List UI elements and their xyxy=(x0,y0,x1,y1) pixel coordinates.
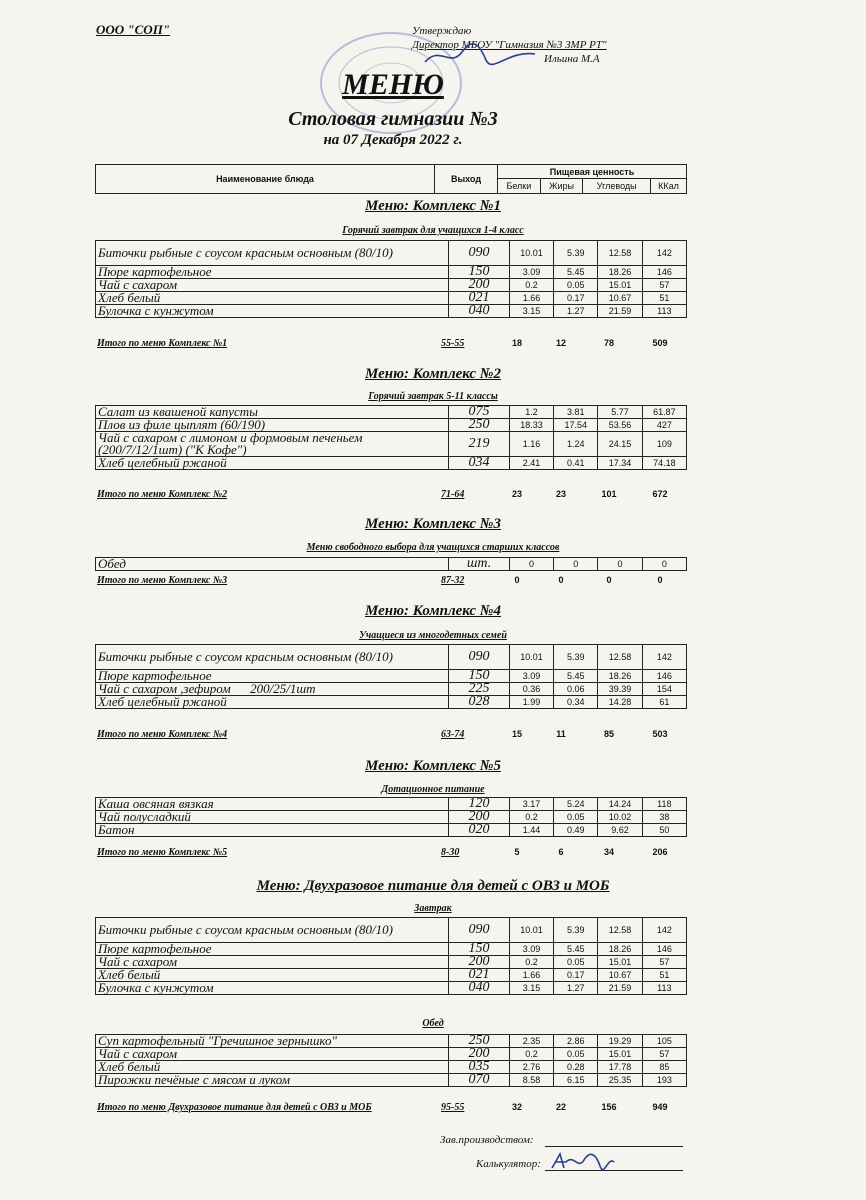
table-row xyxy=(96,943,687,956)
nutrition-cell: 61.87 xyxy=(642,406,686,419)
output-cell: 070 xyxy=(449,1074,510,1087)
calculator-signature xyxy=(548,1150,618,1174)
section-title-1: Меню: Комплекс №1 xyxy=(365,198,501,214)
dish-name-cell: Чай с сахаром xyxy=(96,279,449,292)
nutrition-cell: 0.49 xyxy=(554,824,598,837)
nutrition-cell: 146 xyxy=(642,670,686,683)
section-title-4: Меню: Комплекс №4 xyxy=(365,603,501,619)
col-output: Выход xyxy=(435,165,498,194)
nutrition-cell: 0.2 xyxy=(509,1048,553,1061)
dish-name-cell: Обед xyxy=(96,558,449,571)
output-cell: 225 xyxy=(449,683,510,696)
menu-table-3 xyxy=(95,557,687,571)
dish-name-cell: Хлеб белый xyxy=(96,969,449,982)
nutrition-cell: 0 xyxy=(509,558,553,571)
nutrition-cell: 0.06 xyxy=(554,683,598,696)
total-carbs: 85 xyxy=(603,729,614,739)
output-cell: 150 xyxy=(449,670,510,683)
output-cell: 021 xyxy=(449,969,510,982)
table-row xyxy=(96,956,687,969)
dish-name-cell: Салат из квашеной капусты xyxy=(96,406,449,419)
total-label: Итого по меню Комплекс №3 xyxy=(97,575,228,586)
section-sub-2: Горячий завтрак 5-11 классы xyxy=(368,391,498,402)
nutrition-cell: 21.59 xyxy=(598,305,642,318)
output-cell: шт. xyxy=(449,558,510,571)
nutrition-cell: 5.39 xyxy=(554,918,598,943)
table-row xyxy=(96,558,687,571)
output-cell: 120 xyxy=(449,798,510,811)
nutrition-cell: 1.66 xyxy=(509,292,553,305)
output-cell: 090 xyxy=(449,918,510,943)
total-label: Итого по меню Комплекс №4 xyxy=(97,729,228,740)
production-signature-line xyxy=(545,1146,683,1147)
output-cell: 090 xyxy=(449,645,510,670)
approval-line-2: Директор МБОУ "Гимназия №3 ЗМР РТ" xyxy=(412,39,607,51)
total-fat: 22 xyxy=(555,1102,566,1112)
menu-table-1 xyxy=(95,240,687,318)
nutrition-cell: 18.26 xyxy=(598,266,642,279)
nutrition-cell: 0.41 xyxy=(554,457,598,470)
total-kcal: 672 xyxy=(652,489,668,499)
nutrition-cell: 0.36 xyxy=(509,683,553,696)
menu-table-5 xyxy=(95,797,687,837)
nutrition-cell: 12.58 xyxy=(598,645,642,670)
nutrition-cell: 2.35 xyxy=(509,1035,553,1048)
nutrition-cell: 109 xyxy=(642,432,686,457)
output-cell: 035 xyxy=(449,1061,510,1074)
dish-name-cell: Булочка с кунжутом xyxy=(96,305,449,318)
nutrition-cell: 3.17 xyxy=(509,798,553,811)
nutrition-cell: 0.05 xyxy=(554,811,598,824)
total-protein: 15 xyxy=(511,729,522,739)
total-output: 55-55 xyxy=(441,338,465,349)
approval-name: Ильина М.А xyxy=(544,53,600,65)
dish-name-cell: Батон xyxy=(96,824,449,837)
nutrition-cell: 105 xyxy=(642,1035,686,1048)
nutrition-cell: 5.77 xyxy=(598,406,642,419)
section-sub-6: Завтрак xyxy=(414,903,452,914)
dish-name-cell: Хлеб белый xyxy=(96,292,449,305)
dish-name-cell: Хлеб целебный ржаной xyxy=(96,696,449,709)
nutrition-cell: 3.09 xyxy=(509,943,553,956)
table-row xyxy=(96,279,687,292)
col-protein: Белки xyxy=(498,179,541,194)
nutrition-cell: 1.27 xyxy=(554,982,598,995)
col-nutrition: Пищевая ценность xyxy=(498,165,687,179)
total-output: 8-30 xyxy=(441,847,460,858)
output-cell: 040 xyxy=(449,982,510,995)
table-row xyxy=(96,1035,687,1048)
nutrition-cell: 14.28 xyxy=(598,696,642,709)
nutrition-cell: 3.15 xyxy=(509,305,553,318)
output-cell: 200 xyxy=(449,1048,510,1061)
col-name: Наименование блюда xyxy=(96,165,435,194)
nutrition-cell: 15.01 xyxy=(598,1048,642,1061)
section-sub-6b: Обед xyxy=(422,1018,444,1029)
total-kcal: 509 xyxy=(652,338,668,348)
nutrition-cell: 10.01 xyxy=(509,918,553,943)
nutrition-cell: 118 xyxy=(642,798,686,811)
nutrition-cell: 1.99 xyxy=(509,696,553,709)
page-subtitle: Столовая гимназии №3 xyxy=(288,108,498,130)
table-row xyxy=(96,918,687,943)
section-title-6: Меню: Двухразовое питание для детей с ОВЗ и МОБ xyxy=(256,878,610,894)
output-cell: 040 xyxy=(449,305,510,318)
dish-name-cell: Пирожки печёные с мясом и луком xyxy=(96,1074,449,1087)
page-title: МЕНЮ xyxy=(342,68,444,101)
nutrition-cell: 1.66 xyxy=(509,969,553,982)
dish-name-cell: Хлеб белый xyxy=(96,1061,449,1074)
nutrition-cell: 25.35 xyxy=(598,1074,642,1087)
section-title-5: Меню: Комплекс №5 xyxy=(365,758,501,774)
nutrition-cell: 113 xyxy=(642,305,686,318)
total-fat: 11 xyxy=(556,729,566,739)
dish-name-cell: Биточки рыбные с соусом красным основным (80/10) xyxy=(96,918,449,943)
nutrition-cell: 1.24 xyxy=(554,432,598,457)
nutrition-cell: 57 xyxy=(642,1048,686,1061)
nutrition-cell: 3.15 xyxy=(509,982,553,995)
section-title-2: Меню: Комплекс №2 xyxy=(365,366,501,382)
nutrition-cell: 146 xyxy=(642,943,686,956)
total-carbs: 78 xyxy=(603,338,614,348)
nutrition-cell: 39.39 xyxy=(598,683,642,696)
section-sub-5: Дотационное питание xyxy=(381,784,485,795)
nutrition-cell: 0 xyxy=(598,558,642,571)
nutrition-cell: 146 xyxy=(642,266,686,279)
nutrition-cell: 10.01 xyxy=(509,241,553,266)
nutrition-cell: 0.34 xyxy=(554,696,598,709)
nutrition-cell: 0.05 xyxy=(554,956,598,969)
nutrition-cell: 8.58 xyxy=(509,1074,553,1087)
total-fat: 12 xyxy=(555,338,566,348)
table-row xyxy=(96,1074,687,1087)
nutrition-cell: 38 xyxy=(642,811,686,824)
nutrition-cell: 1.44 xyxy=(509,824,553,837)
nutrition-cell: 17.34 xyxy=(598,457,642,470)
total-output: 71-64 xyxy=(441,489,465,500)
nutrition-cell: 15.01 xyxy=(598,956,642,969)
nutrition-cell: 0.17 xyxy=(554,292,598,305)
nutrition-cell: 51 xyxy=(642,292,686,305)
total-carbs: 34 xyxy=(603,847,614,857)
nutrition-cell: 14.24 xyxy=(598,798,642,811)
nutrition-cell: 193 xyxy=(642,1074,686,1087)
nutrition-cell: 12.58 xyxy=(598,241,642,266)
total-protein: 0 xyxy=(514,575,520,585)
dish-name-cell: Булочка с кунжутом xyxy=(96,982,449,995)
col-kcal: ККал xyxy=(651,179,687,194)
nutrition-cell: 12.58 xyxy=(598,918,642,943)
table-row xyxy=(96,696,687,709)
total-kcal: 0 xyxy=(657,575,663,585)
menu-table-6b xyxy=(95,1034,687,1087)
nutrition-cell: 3.09 xyxy=(509,670,553,683)
nutrition-cell: 1.16 xyxy=(509,432,553,457)
output-cell: 200 xyxy=(449,811,510,824)
menu-table-2 xyxy=(95,405,687,470)
dish-name-cell: Чай с сахаром xyxy=(96,956,449,969)
section-sub-1: Горячий завтрак для учащихся 1-4 класс xyxy=(342,225,524,236)
output-cell: 021 xyxy=(449,292,510,305)
nutrition-cell: 3.09 xyxy=(509,266,553,279)
approval-line-1: Утверждаю xyxy=(412,25,472,37)
total-carbs: 0 xyxy=(606,575,612,585)
nutrition-cell: 10.02 xyxy=(598,811,642,824)
nutrition-cell: 50 xyxy=(642,824,686,837)
section-sub-3: Меню свободного выбора для учащихся старших классов xyxy=(306,542,560,553)
output-cell: 028 xyxy=(449,696,510,709)
nutrition-cell: 51 xyxy=(642,969,686,982)
nutrition-cell: 18.33 xyxy=(509,419,553,432)
total-label: Итого по меню Комплекс №2 xyxy=(97,489,228,500)
total-kcal: 206 xyxy=(652,847,668,857)
menu-date: на 07 Декабря 2022 г. xyxy=(323,132,463,148)
total-label: Итого по меню Комплекс №5 xyxy=(97,847,228,858)
dish-name-cell: Пюре картофельное xyxy=(96,670,449,683)
total-output: 95-55 xyxy=(441,1102,465,1113)
nutrition-cell: 21.59 xyxy=(598,982,642,995)
nutrition-cell: 142 xyxy=(642,241,686,266)
nutrition-cell: 18.26 xyxy=(598,943,642,956)
nutrition-cell: 1.27 xyxy=(554,305,598,318)
nutrition-cell: 53.56 xyxy=(598,419,642,432)
section-title-3: Меню: Комплекс №3 xyxy=(365,516,501,532)
output-cell: 250 xyxy=(449,1035,510,1048)
dish-name-cell: Биточки рыбные с соусом красным основным (80/10) xyxy=(96,645,449,670)
calculator-label: Калькулятор: xyxy=(476,1158,541,1170)
nutrition-cell: 5.39 xyxy=(554,645,598,670)
dish-name-cell: Чай с сахаром с лимоном и формовым печеньем (200/7/12/1шт) ("К Кофе") xyxy=(96,432,449,457)
nutrition-cell: 17.78 xyxy=(598,1061,642,1074)
total-fat: 6 xyxy=(558,847,564,857)
nutrition-cell: 18.26 xyxy=(598,670,642,683)
production-manager-label: Зав.производством: xyxy=(440,1134,534,1146)
nutrition-cell: 61 xyxy=(642,696,686,709)
nutrition-cell: 5.45 xyxy=(554,670,598,683)
nutrition-cell: 19.29 xyxy=(598,1035,642,1048)
director-signature xyxy=(420,40,540,70)
nutrition-cell: 0.2 xyxy=(509,279,553,292)
total-carbs: 101 xyxy=(601,489,617,499)
dish-name-cell: Каша овсяная вязкая xyxy=(96,798,449,811)
total-protein: 5 xyxy=(514,847,520,857)
total-fat: 23 xyxy=(555,489,566,499)
output-cell: 034 xyxy=(449,457,510,470)
output-cell: 200 xyxy=(449,956,510,969)
output-cell: 250 xyxy=(449,419,510,432)
dish-name-cell: Хлеб целебный ржаной xyxy=(96,457,449,470)
nutrition-cell: 0 xyxy=(642,558,686,571)
output-cell: 090 xyxy=(449,241,510,266)
nutrition-cell: 0.05 xyxy=(554,279,598,292)
total-label: Итого по меню Комплекс №1 xyxy=(97,338,228,349)
nutrition-cell: 15.01 xyxy=(598,279,642,292)
nutrition-cell: 5.45 xyxy=(554,943,598,956)
nutrition-cell: 0 xyxy=(554,558,598,571)
nutrition-cell: 2.76 xyxy=(509,1061,553,1074)
nutrition-cell: 142 xyxy=(642,645,686,670)
total-protein: 18 xyxy=(511,338,522,348)
nutrition-cell: 74.18 xyxy=(642,457,686,470)
nutrition-cell: 5.24 xyxy=(554,798,598,811)
output-cell: 150 xyxy=(449,266,510,279)
nutrition-cell: 142 xyxy=(642,918,686,943)
nutrition-cell: 427 xyxy=(642,419,686,432)
dish-name-cell: Суп картофельный "Гречишное зернышко" xyxy=(96,1035,449,1048)
nutrition-cell: 57 xyxy=(642,279,686,292)
table-row xyxy=(96,457,687,470)
total-output: 87-32 xyxy=(441,575,465,586)
col-fat: Жиры xyxy=(540,179,583,194)
nutrition-cell: 0.05 xyxy=(554,1048,598,1061)
nutrition-cell: 24.15 xyxy=(598,432,642,457)
table-row xyxy=(96,1048,687,1061)
output-cell: 020 xyxy=(449,824,510,837)
output-cell: 150 xyxy=(449,943,510,956)
table-row xyxy=(96,811,687,824)
dish-name-cell: Чай полусладкий xyxy=(96,811,449,824)
nutrition-cell: 5.45 xyxy=(554,266,598,279)
dish-name-cell: Чай с сахаром ,зефиром 200/25/1шт xyxy=(96,683,449,696)
output-cell: 219 xyxy=(449,432,510,457)
nutrition-cell: 5.39 xyxy=(554,241,598,266)
total-fat: 0 xyxy=(558,575,564,585)
total-label: Итого по меню Двухразовое питание для детей с ОВЗ и МОБ xyxy=(97,1102,372,1113)
table-row xyxy=(96,645,687,670)
nutrition-cell: 0.2 xyxy=(509,811,553,824)
dish-name-cell: Плов из филе цыплят (60/190) xyxy=(96,419,449,432)
output-cell: 075 xyxy=(449,406,510,419)
nutrition-cell: 2.86 xyxy=(554,1035,598,1048)
nutrition-cell: 10.67 xyxy=(598,292,642,305)
organization-name: ООО "СОП" xyxy=(96,22,171,37)
table-row xyxy=(96,982,687,995)
table-row xyxy=(96,266,687,279)
total-protein: 32 xyxy=(511,1102,522,1112)
dish-name-cell: Чай с сахаром xyxy=(96,1048,449,1061)
nutrition-cell: 3.81 xyxy=(554,406,598,419)
nutrition-cell: 0.2 xyxy=(509,956,553,969)
total-kcal: 503 xyxy=(652,729,668,739)
table-row xyxy=(96,305,687,318)
table-row xyxy=(96,432,687,457)
nutrition-cell: 17.54 xyxy=(554,419,598,432)
nutrition-cell: 1.2 xyxy=(509,406,553,419)
nutrition-cell: 154 xyxy=(642,683,686,696)
table-row xyxy=(96,241,687,266)
col-carbs: Углеводы xyxy=(583,179,651,194)
section-sub-4: Учащиеся из многодетных семей xyxy=(359,630,507,641)
nutrition-cell: 57 xyxy=(642,956,686,969)
nutrition-cell: 6.15 xyxy=(554,1074,598,1087)
nutrition-cell: 9.62 xyxy=(598,824,642,837)
dish-name-cell: Биточки рыбные с соусом красным основным (80/10) xyxy=(96,241,449,266)
output-cell: 200 xyxy=(449,279,510,292)
dish-name-cell: Пюре картофельное xyxy=(96,266,449,279)
total-output: 63-74 xyxy=(441,729,465,740)
nutrition-cell: 113 xyxy=(642,982,686,995)
column-header xyxy=(95,164,687,194)
total-kcal: 949 xyxy=(652,1102,668,1112)
nutrition-cell: 0.17 xyxy=(554,969,598,982)
menu-table-6a xyxy=(95,917,687,995)
nutrition-cell: 10.67 xyxy=(598,969,642,982)
nutrition-cell: 85 xyxy=(642,1061,686,1074)
dish-name-cell: Пюре картофельное xyxy=(96,943,449,956)
total-protein: 23 xyxy=(511,489,522,499)
menu-table-4 xyxy=(95,644,687,709)
total-carbs: 156 xyxy=(601,1102,617,1112)
nutrition-cell: 2.41 xyxy=(509,457,553,470)
table-row xyxy=(96,824,687,837)
nutrition-cell: 0.28 xyxy=(554,1061,598,1074)
nutrition-cell: 10.01 xyxy=(509,645,553,670)
